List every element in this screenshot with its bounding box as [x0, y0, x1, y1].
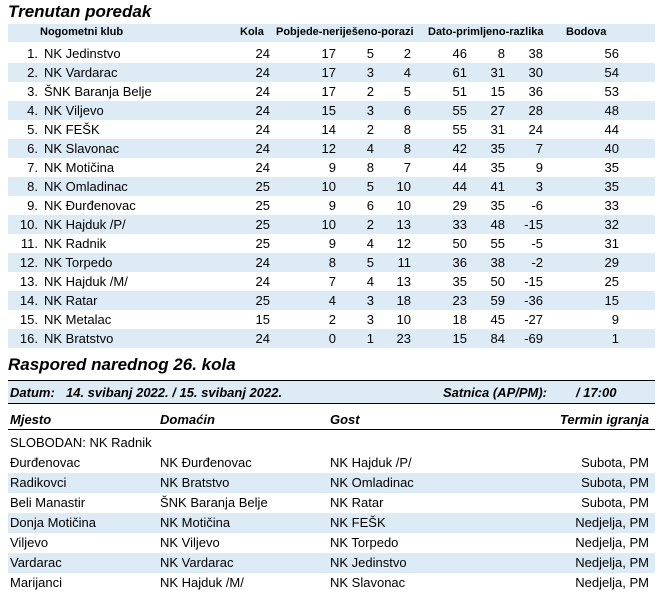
cell-pts: 48 [604, 103, 619, 118]
cell-ga: 45 [490, 312, 505, 327]
cell-played: 24 [255, 103, 270, 118]
list-item [8, 473, 655, 493]
cell-d: 3 [366, 293, 374, 308]
cell-d: 2 [366, 217, 374, 232]
cell-gd: -27 [524, 312, 543, 327]
cell-gd: -2 [531, 255, 543, 270]
cell-rank: 8. [27, 179, 38, 194]
match-away: NK Torpedo [330, 535, 399, 550]
cell-rank: 16. [19, 331, 38, 346]
cell-pts: 1 [611, 331, 619, 346]
cell-gd: -5 [531, 236, 543, 251]
cell-w: 8 [328, 255, 336, 270]
cell-rank: 11. [20, 236, 38, 251]
match-home: NK Đurđenovac [160, 455, 252, 470]
cell-club: NK Jedinstvo [44, 46, 121, 61]
cell-l: 23 [396, 331, 411, 346]
cell-d: 3 [366, 312, 374, 327]
cell-ga: 59 [490, 293, 505, 308]
cell-pts: 15 [604, 293, 619, 308]
cell-played: 25 [255, 217, 270, 232]
cell-ga: 31 [490, 122, 505, 137]
list-item [8, 533, 655, 553]
cell-ga: 38 [490, 255, 505, 270]
cell-rank: 15. [19, 312, 38, 327]
cell-rank: 12. [19, 255, 38, 270]
cell-ga: 35 [490, 141, 505, 156]
match-venue: Viljevo [10, 535, 49, 550]
cell-gf: 36 [452, 255, 467, 270]
match-away: NK Omladinac [330, 475, 414, 490]
cell-d: 5 [366, 255, 374, 270]
cell-played: 24 [255, 331, 270, 346]
cell-l: 12 [396, 236, 411, 251]
cell-played: 25 [255, 179, 270, 194]
match-home: NK Hajduk /M/ [160, 575, 244, 590]
match-term: Subota, PM [581, 455, 649, 470]
match-venue: Radikovci [10, 475, 67, 490]
table-row [8, 272, 655, 291]
cell-pts: 33 [604, 198, 619, 213]
cell-d: 5 [366, 179, 374, 194]
cell-pts: 31 [604, 236, 619, 251]
cell-d: 1 [366, 331, 374, 346]
cell-played: 25 [255, 293, 270, 308]
table-row [8, 329, 655, 348]
cell-gd: 24 [528, 122, 543, 137]
cell-w: 12 [321, 141, 336, 156]
cell-gd: -69 [524, 331, 543, 346]
cell-club: ŠNK Baranja Belje [44, 84, 152, 99]
cell-gf: 61 [452, 65, 467, 80]
date-value: 14. svibanj 2022. / 15. svibanj 2022. [66, 385, 283, 400]
cell-l: 2 [403, 46, 411, 61]
cell-gd: -6 [531, 198, 543, 213]
match-home: ŠNK Baranja Belje [160, 495, 268, 510]
header-points: Bodova [566, 26, 607, 38]
cell-pts: 35 [604, 179, 619, 194]
list-item [8, 493, 655, 513]
cell-gf: 15 [452, 331, 467, 346]
cell-played: 24 [255, 46, 270, 61]
cell-played: 24 [255, 141, 270, 156]
cell-d: 2 [366, 84, 374, 99]
cell-d: 8 [366, 160, 374, 175]
table-row [8, 310, 655, 329]
cell-gf: 50 [452, 236, 467, 251]
cell-gf: 35 [452, 274, 467, 289]
cell-rank: 7. [27, 160, 38, 175]
cell-ga: 84 [490, 331, 505, 346]
date-label: Datum: [10, 385, 55, 400]
table-row [8, 196, 655, 215]
cell-l: 4 [403, 65, 411, 80]
cell-ga: 41 [490, 179, 505, 194]
cell-club: NK Slavonac [44, 141, 120, 156]
table-row [8, 253, 655, 272]
cell-w: 0 [328, 331, 336, 346]
cell-l: 8 [403, 141, 411, 156]
header-home: Domaćin [160, 412, 215, 427]
cell-gf: 23 [452, 293, 467, 308]
cell-l: 6 [403, 103, 411, 118]
cell-played: 24 [255, 160, 270, 175]
cell-club: NK Vardarac [44, 65, 118, 80]
cell-w: 17 [321, 46, 336, 61]
cell-played: 25 [255, 236, 270, 251]
cell-l: 10 [396, 312, 411, 327]
table-row [8, 139, 655, 158]
header-venue: Mjesto [10, 412, 52, 427]
cell-l: 8 [403, 122, 411, 137]
cell-played: 24 [255, 122, 270, 137]
cell-gd: 9 [535, 160, 543, 175]
cell-l: 5 [403, 84, 411, 99]
table-row [8, 63, 655, 82]
match-away: NK Jedinstvo [330, 555, 407, 570]
cell-w: 17 [321, 65, 336, 80]
schedule-header [8, 408, 655, 430]
cell-club: NK Bratstvo [44, 331, 114, 346]
table-row [8, 101, 655, 120]
cell-rank: 13. [19, 274, 38, 289]
time-label: Satnica (AP/PM): [443, 385, 548, 400]
match-term: Subota, PM [581, 495, 649, 510]
match-away: NK Hajduk /P/ [330, 455, 412, 470]
cell-gf: 51 [452, 84, 467, 99]
cell-played: 24 [255, 255, 270, 270]
cell-ga: 15 [490, 84, 505, 99]
cell-gf: 18 [452, 312, 467, 327]
cell-club: NK Viljevo [44, 103, 104, 118]
cell-played: 15 [255, 312, 270, 327]
standings-title: Trenutan poredak [8, 2, 152, 21]
cell-gd: 3 [535, 179, 543, 194]
cell-pts: 35 [604, 160, 619, 175]
list-item [8, 513, 655, 533]
cell-gd: -15 [524, 274, 543, 289]
table-row [8, 234, 655, 253]
match-home: NK Motičina [160, 515, 231, 530]
cell-gd: 30 [528, 65, 543, 80]
match-venue: Donja Motičina [10, 515, 96, 530]
table-row [8, 44, 655, 63]
header-term: Termin igranja [559, 412, 649, 427]
cell-gf: 44 [452, 179, 467, 194]
cell-d: 4 [366, 236, 374, 251]
cell-gf: 55 [452, 103, 467, 118]
cell-pts: 44 [604, 122, 619, 137]
match-away: NK FEŠK [330, 515, 386, 530]
cell-ga: 55 [490, 236, 505, 251]
cell-pts: 29 [604, 255, 619, 270]
cell-club: NK Metalac [44, 312, 112, 327]
cell-rank: 3. [27, 84, 38, 99]
match-venue: Vardarac [10, 555, 62, 570]
cell-w: 10 [321, 179, 336, 194]
cell-w: 7 [328, 274, 336, 289]
header-wdl: Pobjede-neriješeno-porazi [276, 26, 414, 38]
cell-d: 6 [366, 198, 374, 213]
cell-rank: 9. [27, 198, 38, 213]
cell-club: NK Motičina [44, 160, 115, 175]
match-term: Nedjelja, PM [575, 515, 649, 530]
cell-w: 10 [321, 217, 336, 232]
cell-club: NK Đurđenovac [44, 198, 136, 213]
schedule-title: Raspored narednog 26. kola [8, 355, 236, 374]
cell-played: 24 [255, 84, 270, 99]
cell-d: 5 [366, 46, 374, 61]
cell-ga: 35 [490, 198, 505, 213]
cell-club: NK Radnik [44, 236, 107, 251]
cell-w: 9 [328, 160, 336, 175]
cell-ga: 31 [490, 65, 505, 80]
match-home: NK Viljevo [160, 535, 220, 550]
match-away: NK Slavonac [330, 575, 406, 590]
cell-club: NK Omladinac [44, 179, 128, 194]
table-row [8, 177, 655, 196]
cell-pts: 32 [604, 217, 619, 232]
cell-l: 11 [397, 255, 411, 270]
cell-played: 24 [255, 65, 270, 80]
cell-w: 14 [321, 122, 336, 137]
cell-gd: 28 [528, 103, 543, 118]
cell-pts: 40 [604, 141, 619, 156]
cell-gf: 44 [452, 160, 467, 175]
match-venue: Đurđenovac [10, 455, 81, 470]
header-club: Nogometni klub [40, 26, 124, 38]
cell-d: 2 [366, 122, 374, 137]
cell-gf: 33 [452, 217, 467, 232]
header-away: Gost [330, 412, 360, 427]
standings-header [8, 24, 655, 42]
cell-w: 9 [328, 236, 336, 251]
cell-l: 13 [396, 274, 411, 289]
cell-gf: 46 [452, 46, 467, 61]
list-item [8, 453, 655, 473]
cell-pts: 56 [604, 46, 619, 61]
schedule-meta [8, 380, 655, 404]
cell-ga: 48 [490, 217, 505, 232]
time-value: / 17:00 [576, 385, 617, 400]
cell-rank: 6. [27, 141, 38, 156]
match-term: Nedjelja, PM [575, 575, 649, 590]
cell-l: 18 [396, 293, 411, 308]
cell-club: NK Ratar [44, 293, 98, 308]
cell-w: 17 [321, 84, 336, 99]
match-away: NK Ratar [330, 495, 384, 510]
cell-gd: 36 [528, 84, 543, 99]
cell-club: NK Hajduk /M/ [44, 274, 128, 289]
table-row [8, 291, 655, 310]
cell-rank: 1. [27, 46, 38, 61]
cell-gf: 55 [452, 122, 467, 137]
table-row [8, 215, 655, 234]
match-term: Nedjelja, PM [575, 535, 649, 550]
cell-w: 9 [328, 198, 336, 213]
cell-w: 2 [328, 312, 336, 327]
cell-pts: 54 [604, 65, 619, 80]
cell-club: NK Torpedo [44, 255, 113, 270]
table-row [8, 120, 655, 139]
match-venue: Beli Manastir [10, 495, 86, 510]
match-venue: Marijanci [10, 575, 63, 590]
cell-club: NK FEŠK [44, 122, 100, 137]
header-played: Kola [240, 26, 264, 38]
cell-ga: 8 [497, 46, 505, 61]
cell-d: 3 [366, 103, 374, 118]
cell-gf: 29 [452, 198, 467, 213]
cell-gd: 38 [528, 46, 543, 61]
cell-ga: 35 [490, 160, 505, 175]
cell-gd: -15 [524, 217, 543, 232]
cell-played: 25 [255, 198, 270, 213]
cell-rank: 14. [19, 293, 38, 308]
cell-l: 7 [403, 160, 411, 175]
cell-d: 3 [366, 65, 374, 80]
cell-w: 4 [328, 293, 336, 308]
cell-gf: 42 [452, 141, 467, 156]
cell-l: 10 [396, 198, 411, 213]
cell-rank: 5. [27, 122, 38, 137]
cell-l: 13 [396, 217, 411, 232]
list-item [8, 553, 655, 573]
cell-d: 4 [366, 274, 374, 289]
cell-rank: 10. [19, 217, 38, 232]
cell-pts: 25 [604, 274, 619, 289]
cell-gd: -36 [524, 293, 543, 308]
match-home: NK Vardarac [160, 555, 234, 570]
match-term: Subota, PM [581, 475, 649, 490]
match-home: NK Bratstvo [160, 475, 230, 490]
cell-pts: 53 [604, 84, 619, 99]
cell-ga: 50 [490, 274, 505, 289]
list-item [8, 573, 655, 593]
cell-d: 4 [366, 141, 374, 156]
cell-played: 24 [255, 274, 270, 289]
cell-l: 10 [396, 179, 411, 194]
cell-w: 15 [321, 103, 336, 118]
cell-club: NK Hajduk /P/ [44, 217, 126, 232]
header-goals: Dato-primljeno-razlika [428, 26, 544, 38]
cell-pts: 9 [611, 312, 619, 327]
table-row [8, 82, 655, 101]
free-team-note: SLOBODAN: NK Radnik [10, 435, 152, 450]
table-row [8, 158, 655, 177]
cell-ga: 27 [490, 103, 505, 118]
cell-rank: 2. [27, 65, 38, 80]
cell-gd: 7 [535, 141, 543, 156]
cell-rank: 4. [27, 103, 38, 118]
match-term: Nedjelja, PM [575, 555, 649, 570]
